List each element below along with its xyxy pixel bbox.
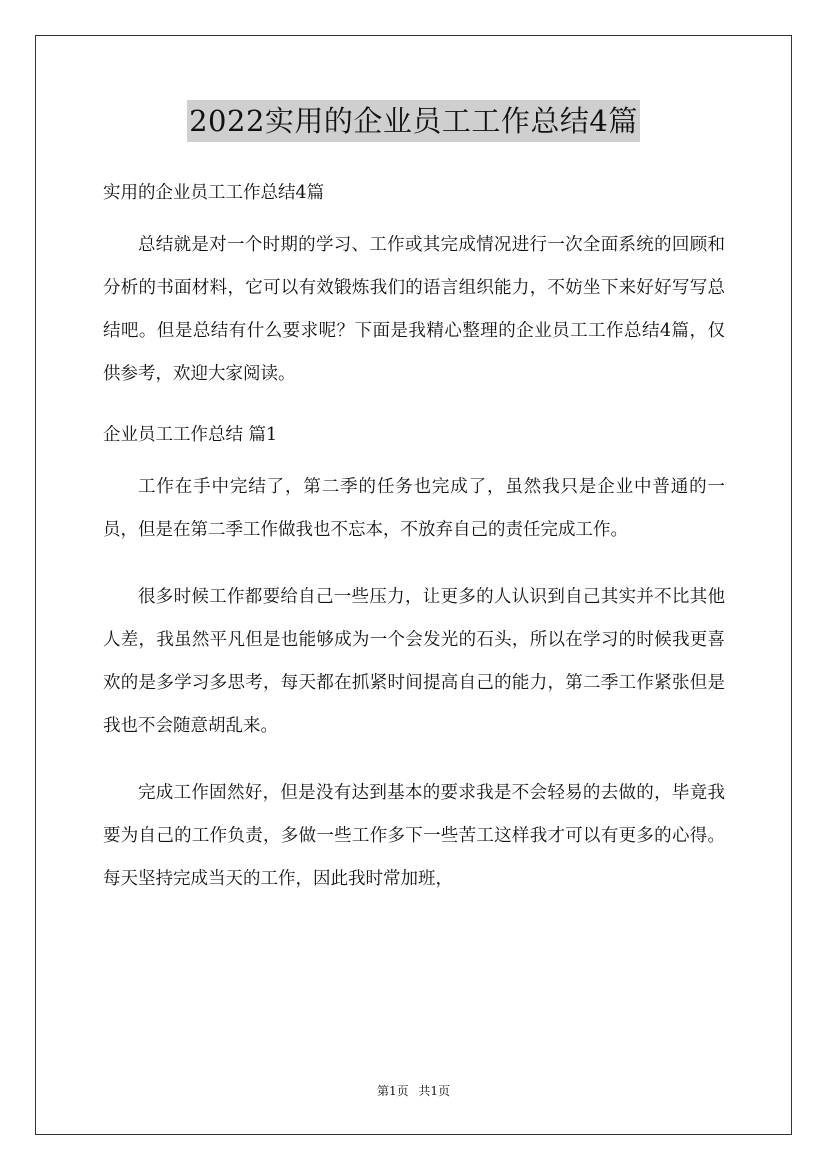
body-paragraph: 工作在手中完结了，第二季的任务也完成了，虽然我只是企业中普通的一员，但是在第二季工作做我也不忘本，不放弃自己的责任完成工作。 (103, 477, 725, 540)
page-total: 共1页 (418, 1084, 451, 1098)
body-paragraph: 完成工作固然好，但是没有达到基本的要求我是不会轻易的去做的，毕竟我要为自己的工作负责，多做一些工作多下一些苦工这样我才可以有更多的心得。每天坚持完成当天的工作，因此我时常加班， (103, 783, 725, 889)
section-heading: 企业员工工作总结 篇1 (103, 425, 278, 445)
body-paragraph: 很多时候工作都要给自己一些压力，让更多的人认识到自己其实并不比其他人差，我虽然平凡但是也能够成为一个会发光的石头，所以在学习的时候我更喜欢的是多学习多思考，每天都在抓紧时间提高自己的能力，第二季工作紧张但是我也不会随意胡乱来。 (103, 587, 725, 736)
document-body (103, 178, 725, 925)
intro-paragraph: 总结就是对一个时期的学习、工作或其完成情况进行一次全面系统的回顾和分析的书面材料，它可以有效锻炼我们的语言组织能力，不妨坐下来好好写写总结吧。但是总结有什么要求呢？下面是我精心整理的企业员工工作总结4篇，仅供参考，欢迎大家阅读。 (103, 235, 725, 384)
page-number: 第1页 (376, 1084, 409, 1098)
document-title: 2022实用的企业员工工作总结4篇 (187, 100, 640, 142)
page-footer (0, 1082, 827, 1099)
document-subtitle: 实用的企业员工工作总结4篇 (103, 183, 325, 203)
document-title-block (0, 100, 827, 142)
